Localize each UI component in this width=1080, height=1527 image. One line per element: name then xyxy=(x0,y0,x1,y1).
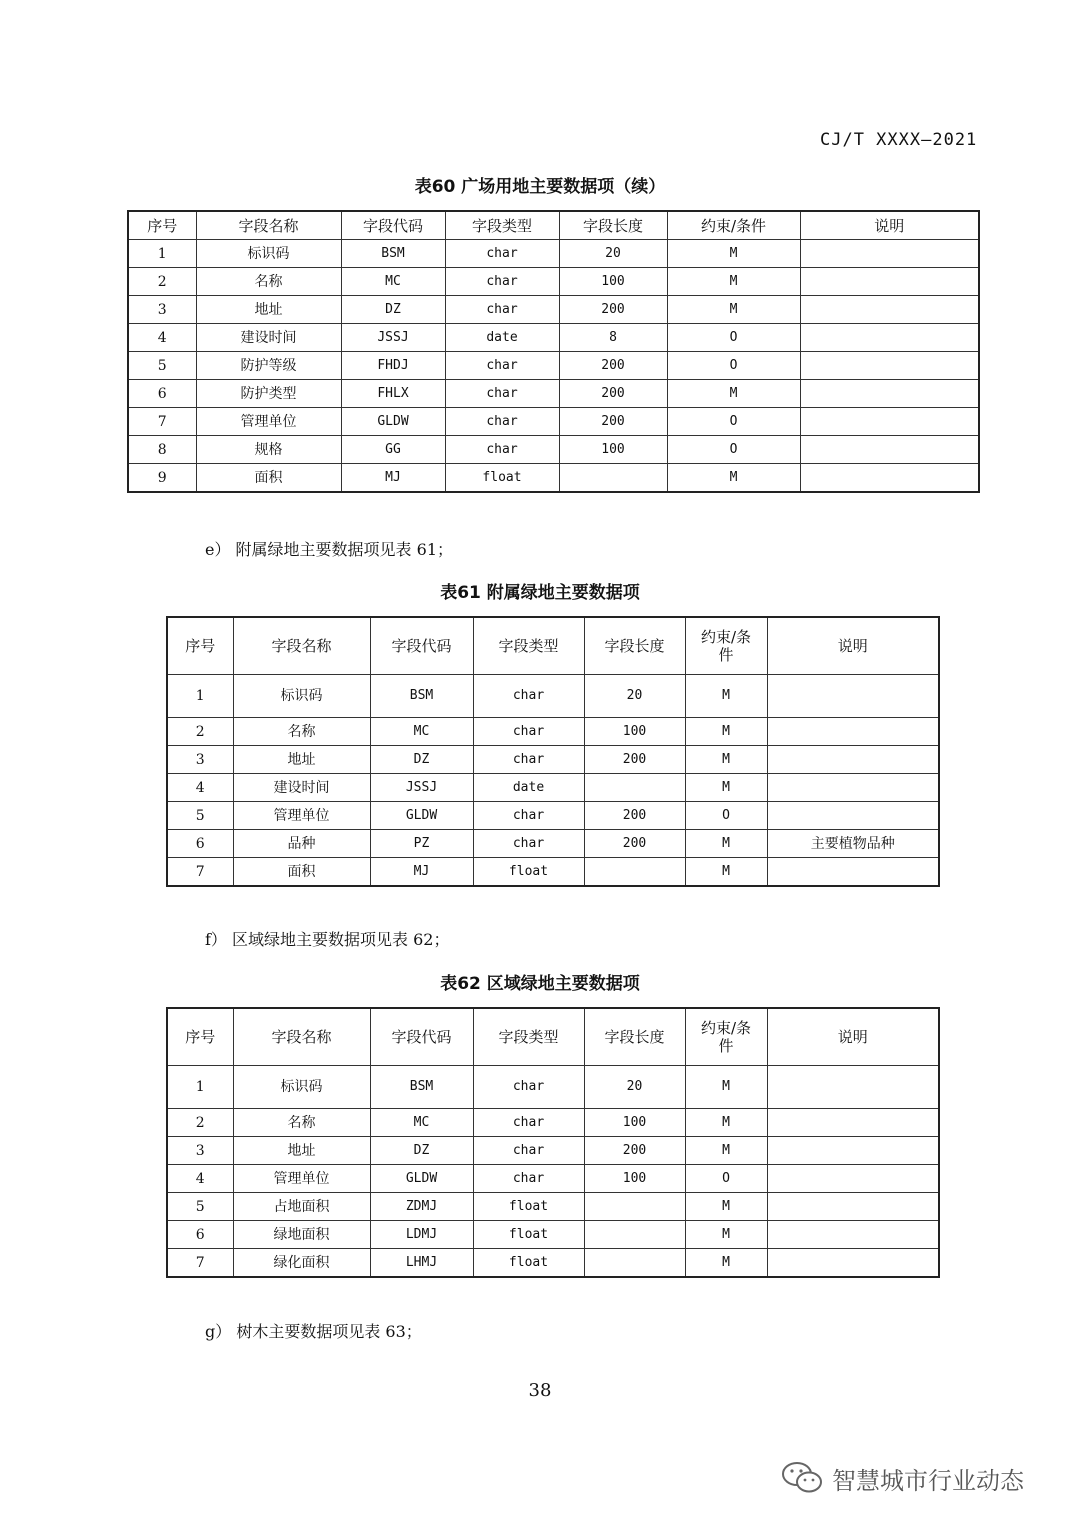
table-cell: 绿化面积 xyxy=(233,1249,370,1278)
table-cell: 标识码 xyxy=(233,1066,370,1109)
table-cell: O xyxy=(685,802,767,830)
column-header: 字段名称 xyxy=(196,211,341,240)
table-cell: 6 xyxy=(167,830,233,858)
table-cell: M xyxy=(685,1109,767,1137)
table-cell: M xyxy=(667,380,800,408)
table-cell: 20 xyxy=(584,1066,685,1109)
table-cell: date xyxy=(473,774,584,802)
watermark-text: 智慧城市行业动态 xyxy=(832,1466,1024,1495)
table-cell xyxy=(800,240,979,268)
table-cell: 1 xyxy=(128,240,196,268)
table-cell: 面积 xyxy=(233,858,370,887)
table-cell xyxy=(767,858,939,887)
table-row xyxy=(167,1193,939,1221)
table-cell: 标识码 xyxy=(196,240,341,268)
table-cell: float xyxy=(445,464,559,493)
table-cell: char xyxy=(473,1137,584,1165)
table-cell: 7 xyxy=(167,858,233,887)
table-cell xyxy=(800,296,979,324)
page-number: 38 xyxy=(528,1380,552,1401)
table-cell xyxy=(800,268,979,296)
table-cell: 100 xyxy=(584,1109,685,1137)
table-cell: 2 xyxy=(167,1109,233,1137)
table-cell xyxy=(584,858,685,887)
table-cell: 防护等级 xyxy=(196,352,341,380)
table-cell: 5 xyxy=(167,802,233,830)
table-row xyxy=(167,830,939,858)
table61-caption: 表61 附属绿地主要数据项 xyxy=(440,583,640,603)
table-cell: 管理单位 xyxy=(233,802,370,830)
table-cell: 规格 xyxy=(196,436,341,464)
table-cell: FHDJ xyxy=(341,352,445,380)
table-cell: 3 xyxy=(167,746,233,774)
table-cell: O xyxy=(667,352,800,380)
table-cell xyxy=(767,1221,939,1249)
table-row xyxy=(167,1109,939,1137)
table-cell: char xyxy=(445,268,559,296)
table-cell: BSM xyxy=(341,240,445,268)
table-row xyxy=(128,268,979,296)
table-cell: 标识码 xyxy=(233,675,370,718)
table-cell xyxy=(767,802,939,830)
column-header: 序号 xyxy=(167,1008,233,1066)
table-cell: M xyxy=(685,1066,767,1109)
table-cell: LHMJ xyxy=(370,1249,473,1278)
table-cell: 100 xyxy=(559,268,667,296)
table-cell: 2 xyxy=(167,718,233,746)
table-cell: 200 xyxy=(559,408,667,436)
table-header-row xyxy=(128,211,979,240)
table-cell: 7 xyxy=(128,408,196,436)
column-header: 字段长度 xyxy=(584,617,685,675)
table-cell: ZDMJ xyxy=(370,1193,473,1221)
table-cell: char xyxy=(445,380,559,408)
table-cell: 名称 xyxy=(233,718,370,746)
table-cell xyxy=(559,464,667,493)
table-cell: 200 xyxy=(559,380,667,408)
table-cell: LDMJ xyxy=(370,1221,473,1249)
table-cell: char xyxy=(473,675,584,718)
table-cell: 8 xyxy=(128,436,196,464)
table-row xyxy=(167,746,939,774)
table-cell: O xyxy=(667,436,800,464)
column-header: 字段类型 xyxy=(445,211,559,240)
table-row xyxy=(128,408,979,436)
table-cell: char xyxy=(473,802,584,830)
table-cell xyxy=(767,1193,939,1221)
table-cell: char xyxy=(473,718,584,746)
table-cell: M xyxy=(685,858,767,887)
column-header: 序号 xyxy=(167,617,233,675)
table-row xyxy=(167,718,939,746)
table-cell: char xyxy=(445,436,559,464)
table-row xyxy=(167,1221,939,1249)
table-cell: 防护类型 xyxy=(196,380,341,408)
table-cell: M xyxy=(667,268,800,296)
table-cell: DZ xyxy=(341,296,445,324)
table-cell: 3 xyxy=(128,296,196,324)
table-row xyxy=(128,464,979,493)
table-cell xyxy=(767,1249,939,1278)
paragraph-e: e） 附属绿地主要数据项见表 61； xyxy=(205,540,454,559)
table-row xyxy=(128,296,979,324)
table-cell xyxy=(767,718,939,746)
table-cell: 绿地面积 xyxy=(233,1221,370,1249)
table-row xyxy=(128,240,979,268)
table-row xyxy=(167,1066,939,1109)
table-cell: GLDW xyxy=(370,802,473,830)
table-cell: M xyxy=(667,240,800,268)
table-cell: 管理单位 xyxy=(233,1165,370,1193)
table-cell: char xyxy=(445,240,559,268)
table-cell: 1 xyxy=(167,675,233,718)
table-cell: M xyxy=(667,296,800,324)
table-cell: char xyxy=(445,408,559,436)
table-cell xyxy=(767,1066,939,1109)
table-cell: 7 xyxy=(167,1249,233,1278)
table-cell xyxy=(767,774,939,802)
table-cell: GG xyxy=(341,436,445,464)
column-header: 字段长度 xyxy=(584,1008,685,1066)
table-cell: char xyxy=(473,1109,584,1137)
column-header: 约束/条件 xyxy=(667,211,800,240)
table-row xyxy=(167,1137,939,1165)
column-header: 序号 xyxy=(128,211,196,240)
table-cell: 200 xyxy=(559,296,667,324)
table-cell: 20 xyxy=(584,675,685,718)
table-cell: 200 xyxy=(559,352,667,380)
table-cell xyxy=(767,746,939,774)
column-header: 字段类型 xyxy=(473,1008,584,1066)
table-row xyxy=(128,352,979,380)
table60 xyxy=(127,210,980,493)
table-cell: 4 xyxy=(167,1165,233,1193)
table62-caption: 表62 区域绿地主要数据项 xyxy=(440,974,640,994)
table-cell: 5 xyxy=(128,352,196,380)
table-cell: BSM xyxy=(370,675,473,718)
column-header: 说明 xyxy=(767,1008,939,1066)
table-cell: 100 xyxy=(584,718,685,746)
table-row xyxy=(128,380,979,408)
table-cell: FHLX xyxy=(341,380,445,408)
table-cell: JSSJ xyxy=(341,324,445,352)
table-cell: MC xyxy=(341,268,445,296)
table-cell: float xyxy=(473,1249,584,1278)
table-cell: O xyxy=(667,324,800,352)
table-cell: 地址 xyxy=(233,746,370,774)
table-cell xyxy=(584,1221,685,1249)
table-cell: M xyxy=(685,1137,767,1165)
watermark xyxy=(780,1460,1024,1496)
column-header: 字段代码 xyxy=(341,211,445,240)
table-cell: date xyxy=(445,324,559,352)
table-cell: JSSJ xyxy=(370,774,473,802)
table-cell: 管理单位 xyxy=(196,408,341,436)
table62 xyxy=(166,1007,940,1278)
column-header: 字段代码 xyxy=(370,617,473,675)
table-cell: 6 xyxy=(167,1221,233,1249)
table-header-row xyxy=(167,617,939,675)
table-cell xyxy=(800,436,979,464)
table-cell: DZ xyxy=(370,1137,473,1165)
table-cell: float xyxy=(473,858,584,887)
table-row xyxy=(167,1165,939,1193)
table-cell: O xyxy=(685,1165,767,1193)
table-cell: char xyxy=(473,830,584,858)
table-cell xyxy=(767,1109,939,1137)
table-cell: 品种 xyxy=(233,830,370,858)
table-cell xyxy=(767,1137,939,1165)
table-cell: DZ xyxy=(370,746,473,774)
table-cell: GLDW xyxy=(370,1165,473,1193)
table-cell xyxy=(584,1193,685,1221)
table-cell: 名称 xyxy=(196,268,341,296)
wechat-icon xyxy=(780,1460,824,1496)
table-cell: 200 xyxy=(584,802,685,830)
table-cell: MC xyxy=(370,718,473,746)
table-cell: 20 xyxy=(559,240,667,268)
table-cell: 200 xyxy=(584,830,685,858)
table-cell: O xyxy=(667,408,800,436)
table-cell: 3 xyxy=(167,1137,233,1165)
table-cell: M xyxy=(667,464,800,493)
column-header: 字段长度 xyxy=(559,211,667,240)
table-cell: 地址 xyxy=(233,1137,370,1165)
table-cell: M xyxy=(685,1193,767,1221)
table-cell: 主要植物品种 xyxy=(767,830,939,858)
table-cell xyxy=(584,1249,685,1278)
table-cell xyxy=(800,464,979,493)
table-cell: M xyxy=(685,675,767,718)
column-header: 说明 xyxy=(800,211,979,240)
table60-caption: 表60 广场用地主要数据项（续） xyxy=(414,177,666,197)
table-cell: MJ xyxy=(370,858,473,887)
table-row xyxy=(128,324,979,352)
paragraph-g: g） 树木主要数据项见表 63； xyxy=(205,1322,422,1341)
table-cell: 名称 xyxy=(233,1109,370,1137)
column-header: 字段名称 xyxy=(233,617,370,675)
table-row xyxy=(167,1249,939,1278)
table-cell: 6 xyxy=(128,380,196,408)
table-header-row xyxy=(167,1008,939,1066)
table-cell xyxy=(584,774,685,802)
table-cell: M xyxy=(685,774,767,802)
table-cell: char xyxy=(445,296,559,324)
table-cell: char xyxy=(445,352,559,380)
column-header: 说明 xyxy=(767,617,939,675)
table-cell: 9 xyxy=(128,464,196,493)
table-cell: 1 xyxy=(167,1066,233,1109)
table61 xyxy=(166,616,940,887)
table-cell: MJ xyxy=(341,464,445,493)
table-cell: 200 xyxy=(584,746,685,774)
table-cell xyxy=(800,324,979,352)
table-cell xyxy=(767,675,939,718)
table-row xyxy=(167,858,939,887)
table-row xyxy=(128,436,979,464)
table-cell: M xyxy=(685,830,767,858)
column-header: 字段名称 xyxy=(233,1008,370,1066)
table-cell xyxy=(800,408,979,436)
table-cell: char xyxy=(473,1066,584,1109)
table-cell: GLDW xyxy=(341,408,445,436)
table-cell: M xyxy=(685,1221,767,1249)
table-cell: 5 xyxy=(167,1193,233,1221)
table-cell xyxy=(800,380,979,408)
table-row xyxy=(167,675,939,718)
table-cell xyxy=(767,1165,939,1193)
table-cell: M xyxy=(685,746,767,774)
table-cell: 建设时间 xyxy=(233,774,370,802)
table-cell: 建设时间 xyxy=(196,324,341,352)
table-cell: float xyxy=(473,1193,584,1221)
table-cell: char xyxy=(473,746,584,774)
standard-code: CJ/T XXXX—2021 xyxy=(820,130,978,150)
table-cell: M xyxy=(685,1249,767,1278)
table-cell: MC xyxy=(370,1109,473,1137)
table-cell: 4 xyxy=(128,324,196,352)
table-cell xyxy=(800,352,979,380)
table-row xyxy=(167,774,939,802)
column-header: 约束/条件 xyxy=(685,1008,767,1066)
table-cell: float xyxy=(473,1221,584,1249)
column-header: 字段类型 xyxy=(473,617,584,675)
table-cell: 地址 xyxy=(196,296,341,324)
column-header: 字段代码 xyxy=(370,1008,473,1066)
table-cell: 面积 xyxy=(196,464,341,493)
table-cell: 占地面积 xyxy=(233,1193,370,1221)
paragraph-f: f） 区域绿地主要数据项见表 62； xyxy=(205,930,450,949)
table-cell: M xyxy=(685,718,767,746)
table-cell: 2 xyxy=(128,268,196,296)
table-cell: 200 xyxy=(584,1137,685,1165)
table-cell: 100 xyxy=(584,1165,685,1193)
table-cell: 4 xyxy=(167,774,233,802)
column-header: 约束/条件 xyxy=(685,617,767,675)
table-cell: 8 xyxy=(559,324,667,352)
table-row xyxy=(167,802,939,830)
table-cell: 100 xyxy=(559,436,667,464)
table-cell: BSM xyxy=(370,1066,473,1109)
table-cell: char xyxy=(473,1165,584,1193)
table-cell: PZ xyxy=(370,830,473,858)
